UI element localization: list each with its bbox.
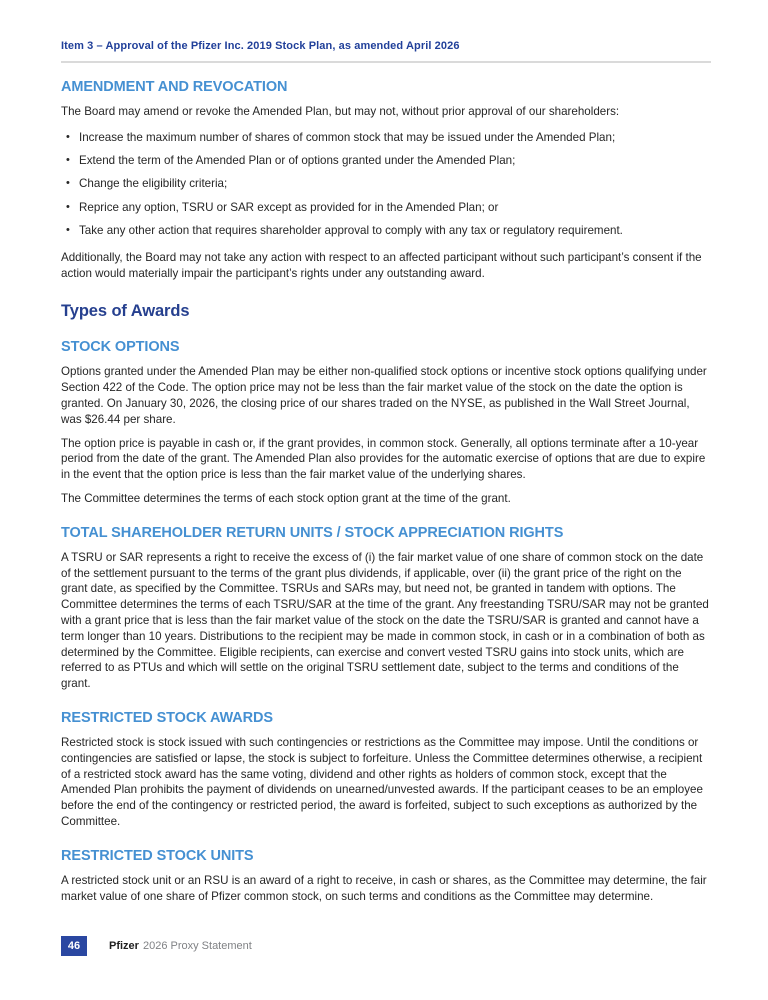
list-item-text: Increase the maximum number of shares of common stock that may be issued under the Amended Plan; xyxy=(79,130,616,144)
list-item-text: Change the eligibility criteria; xyxy=(79,177,228,191)
header-divider xyxy=(61,61,711,63)
heading-restricted-stock-units: RESTRICTED STOCK UNITS xyxy=(61,847,254,864)
amendment-closing-paragraph: Additionally, the Board may not take any action with respect to an affected participant without such participant’s consent if the action would materially impair the participant’s rights under any outstanding award. xyxy=(61,250,702,280)
list-item-text: Extend the term of the Amended Plan or of options granted under the Amended Plan; xyxy=(79,154,516,168)
heading-amendment-and-revocation: AMENDMENT AND REVOCATION xyxy=(61,79,288,95)
footer-label: 2026 Proxy Statement xyxy=(142,940,252,952)
bullet-icon: • xyxy=(66,154,70,167)
stock-options-paragraph: Options granted under the Amended Plan may be either non-qualified stock options or incentive stock options qualifying under Section 422 of the Code. The option price may not be less than the fair market value of the stock on the date the option is granted. On January 30, 2026, the closing price of our shares traded on the NYSE, as published in the Wall Street Journal, was $26.44 per share. xyxy=(61,365,707,426)
document-body xyxy=(61,79,711,904)
restricted-stock-awards-paragraph: Restricted stock is stock issued with such contingencies or restrictions as the Committee may impose. Until the conditions or contingencies are satisfied or lapse, the stock is subject to forfeiture. Unless the Committee determines otherwise, a recipient of a restricted stock award has the same voting, dividend and other rights as holders of common stock, except that the Amended Plan prohibits the payment of dividends on unearned/unvested awards. If the participant ceases to be an employee before the end of the contingency or restricted period, the award is forfeited, subject to such exceptions as authorized by the Committee. xyxy=(61,735,703,828)
tsru-sar-paragraph: A TSRU or SAR represents a right to receive the excess of (i) the fair market value of one share of common stock on the date of the settlement pursuant to the terms of the grant plus dividends, if applicable, over (ii) the grant price of the right on the grant date, as specified by the Committee. TSRUs and SARs may, but need not, be granted in tandem with options. The Committee determines the terms of each TSRU/SAR at the time of the grant. Any freestanding TSRU/SAR may not be granted with a grant price that is less than the fair market value of the stock on the date the TSRU/SAR is granted and cannot have a term longer than 10 years. Distributions to the recipient may be made in common stock, in cash or in a combination of both as determined by the Committee. Eligible recipients, can exercise and convert vested TSRU gains into stock units, which are referred to as PTUs and which will settle on the original TSRU settlement date, subject to the terms and conditions of the grant. xyxy=(61,550,709,691)
list-item xyxy=(61,223,711,239)
bullet-icon: • xyxy=(66,223,70,236)
stock-options-paragraph: The option price is payable in cash or, if the grant provides, in common stock. Generally, all options terminate after a 10-year period from the date of the grant. The Amended Plan also provides for the automatic exercise of options that are due to expire in the event that the option price is less than the fair market value of the underlying shares. xyxy=(61,436,706,482)
brand-name: Pfizer xyxy=(109,940,139,952)
bullet-icon: • xyxy=(66,130,70,143)
list-item-text: Take any other action that requires shareholder approval to comply with any tax or regulatory requirement. xyxy=(79,223,623,237)
stock-options-paragraph: The Committee determines the terms of each stock option grant at the time of the grant. xyxy=(61,491,511,505)
item-kicker: Item 3 – Approval of the Pfizer Inc. 2019 Stock Plan, as amended April 2026 xyxy=(61,40,460,52)
list-item xyxy=(61,176,711,192)
page-header xyxy=(61,40,711,63)
list-item-text: Reprice any option, TSRU or SAR except as provided for in the Amended Plan; or xyxy=(79,200,499,214)
list-item xyxy=(61,200,711,216)
list-item xyxy=(61,153,711,169)
heading-tsru-sar: TOTAL SHAREHOLDER RETURN UNITS / STOCK APPRECIATION RIGHTS xyxy=(61,524,564,541)
heading-restricted-stock-awards: RESTRICTED STOCK AWARDS xyxy=(61,709,273,726)
list-item xyxy=(61,130,711,146)
page-number-badge: 46 xyxy=(61,936,87,956)
page-footer xyxy=(61,936,252,956)
amendment-intro-paragraph: The Board may amend or revoke the Amended Plan, but may not, without prior approval of our shareholders: xyxy=(61,105,620,118)
amendment-bullet-list xyxy=(61,130,711,239)
bullet-icon: • xyxy=(66,177,70,190)
bullet-icon: • xyxy=(66,200,70,213)
heading-types-of-awards: Types of Awards xyxy=(61,302,190,321)
restricted-stock-units-paragraph: A restricted stock unit or an RSU is an award of a right to receive, in cash or shares, as the Committee may determine, the fair market value of one share of Pfizer common stock, on such terms and conditions as the Committee may determine. xyxy=(61,873,707,903)
heading-stock-options: STOCK OPTIONS xyxy=(61,339,180,356)
